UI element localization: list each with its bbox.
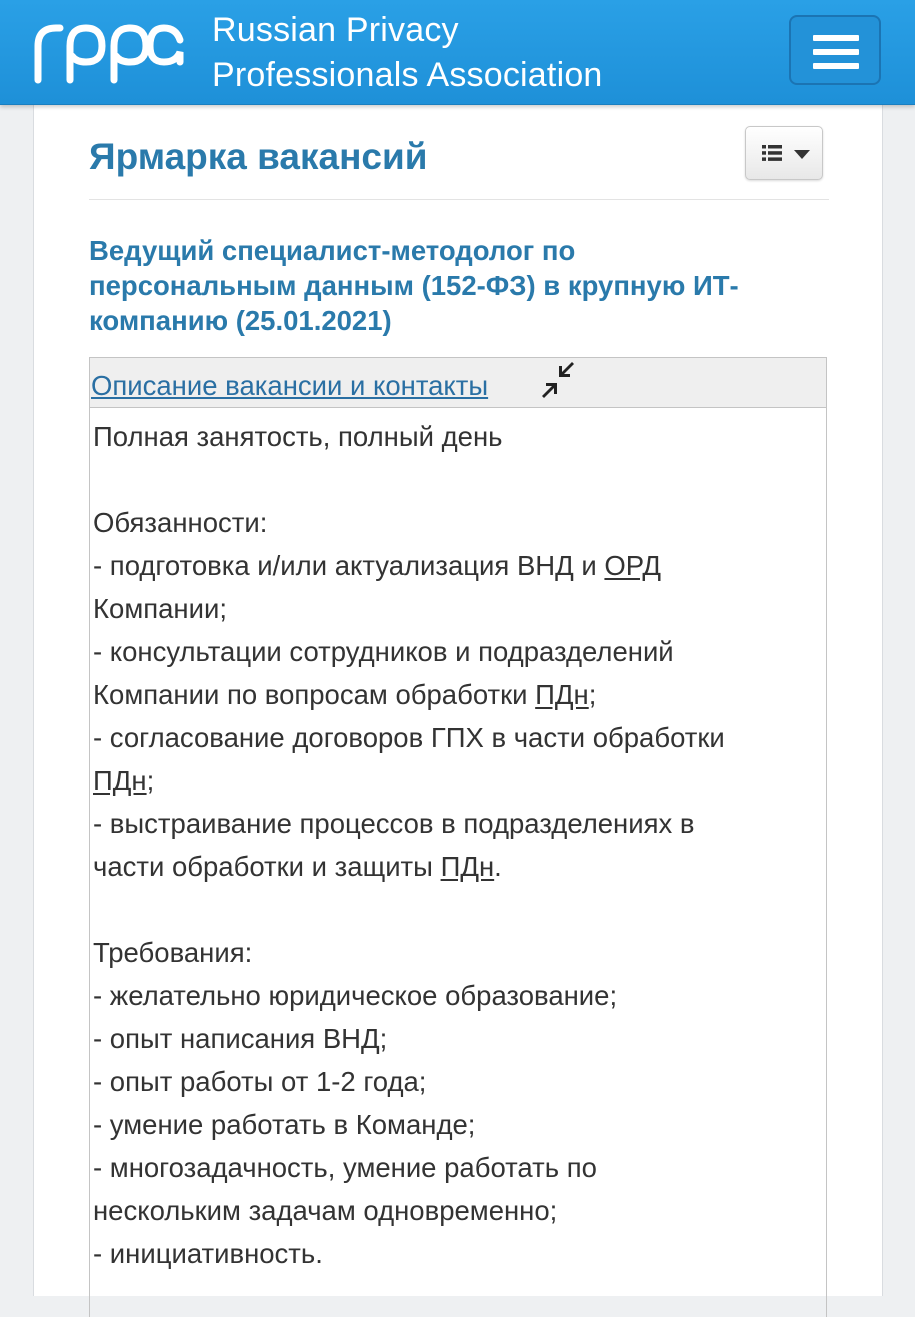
duty-item: - подготовка и/или актуализация ВНД и ОРД (93, 550, 661, 581)
duty-item: Компании; (93, 593, 227, 624)
pdn-abbreviation[interactable]: ПДн (440, 851, 495, 882)
title-divider (89, 199, 829, 200)
requirements-heading: Требования: (93, 937, 253, 968)
site-name-line1: Russian Privacy (212, 11, 459, 49)
employment-text: Полная занятость, полный день (93, 421, 503, 452)
pdn-abbreviation[interactable]: ПДн (93, 765, 147, 796)
duty-item: - консультации сотрудников и подразделений (93, 636, 674, 667)
site-name-line2: Professionals Association (212, 56, 603, 94)
rppa-logo[interactable] (30, 14, 186, 86)
main-menu-button[interactable] (789, 15, 881, 85)
content-container (33, 96, 883, 1296)
description-contacts-link[interactable]: Описание вакансии и контакты (91, 370, 489, 401)
requirement-item: - многозадачность, умение работать по (93, 1152, 597, 1183)
site-name[interactable] (212, 8, 603, 98)
duty-item: Компании по вопросам обработки ПДн; (93, 679, 597, 710)
view-options-dropdown-button[interactable] (745, 126, 823, 180)
pdn-abbreviation[interactable]: ПДн (535, 679, 589, 710)
caret-down-icon (794, 150, 810, 159)
requirement-item: - инициативность. (93, 1238, 323, 1269)
vacancy-description-body (93, 415, 725, 1275)
vacancy-title-line: компанию (25.01.2021) (89, 305, 392, 336)
vacancy-title-line: Ведущий специалист-методолог по (89, 235, 576, 266)
vacancy-description-panel (89, 357, 827, 1317)
blank-line (93, 888, 725, 931)
vacancy-title-line: персональным данным (152-ФЗ) в крупную ИТ- (89, 270, 739, 301)
duty-item: части обработки и защиты ПДн. (93, 851, 502, 882)
duty-item: - согласование договоров ГПХ в части обработки (93, 722, 725, 753)
requirement-item: - опыт работы от 1-2 года; (93, 1066, 427, 1097)
list-icon (762, 145, 782, 161)
collapse-arrows-icon[interactable] (538, 360, 578, 400)
ord-abbreviation[interactable]: ОРД (604, 550, 661, 581)
requirement-item: нескольким задачам одновременно; (93, 1195, 558, 1226)
duty-item: - выстраивание процессов в подразделениях в (93, 808, 695, 839)
duties-heading: Обязанности: (93, 507, 268, 538)
top-navbar (0, 0, 915, 105)
blank-line (93, 458, 725, 501)
page-title: Ярмарка вакансий (89, 136, 428, 177)
requirement-item: - желательно юридическое образование; (93, 980, 618, 1011)
duty-item: ПДн; (93, 765, 155, 796)
requirement-item: - умение работать в Команде; (93, 1109, 476, 1140)
requirement-item: - опыт написания ВНД; (93, 1023, 388, 1054)
vacancy-title[interactable] (89, 233, 819, 338)
panel-header (90, 358, 826, 408)
